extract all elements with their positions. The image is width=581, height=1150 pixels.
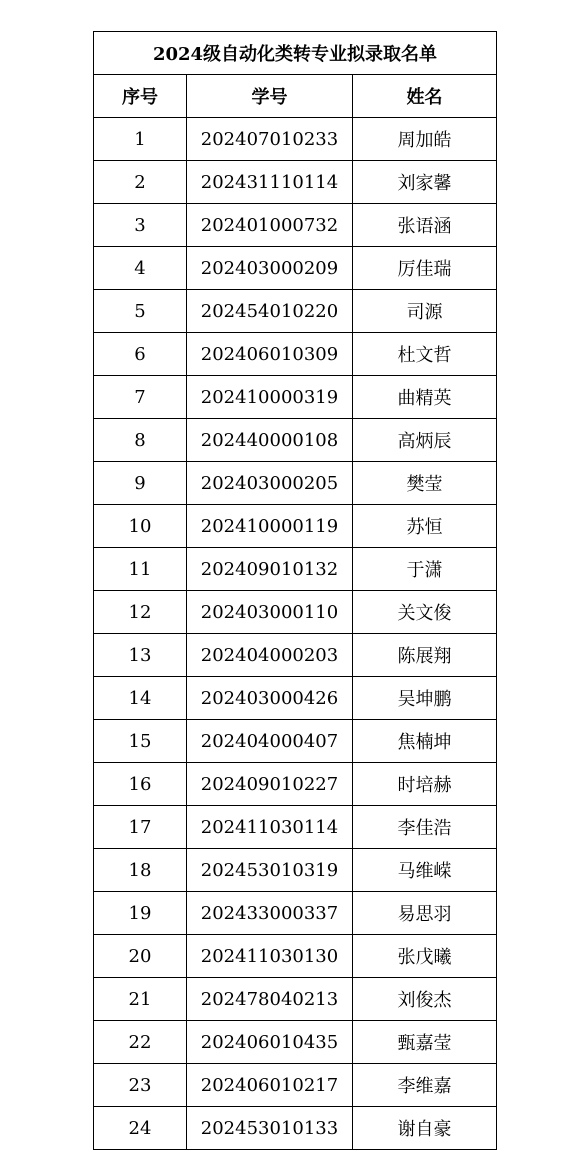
table-row <box>94 462 497 505</box>
row-name-cell: 厉佳瑞 <box>353 247 497 290</box>
table-row <box>94 204 497 247</box>
row-student-id-cell: 202411030114 <box>187 806 353 849</box>
table-row <box>94 290 497 333</box>
table-row <box>94 1107 497 1150</box>
header-index: 序号 <box>94 75 187 118</box>
row-student-id-cell: 202409010132 <box>187 548 353 591</box>
row-name-cell: 曲精英 <box>353 376 497 419</box>
table-row <box>94 161 497 204</box>
row-name-cell: 时培赫 <box>353 763 497 806</box>
row-index-cell: 19 <box>94 892 187 935</box>
row-student-id-cell: 202453010319 <box>187 849 353 892</box>
row-name-cell: 焦楠坤 <box>353 720 497 763</box>
row-student-id-cell: 202410000319 <box>187 376 353 419</box>
row-index-cell: 13 <box>94 634 187 677</box>
row-student-id-cell: 202454010220 <box>187 290 353 333</box>
header-name: 姓名 <box>353 75 497 118</box>
table-header-row <box>94 75 497 118</box>
row-student-id-cell: 202407010233 <box>187 118 353 161</box>
table-row <box>94 419 497 462</box>
row-name-cell: 刘家馨 <box>353 161 497 204</box>
row-name-cell: 李维嘉 <box>353 1064 497 1107</box>
row-student-id-cell: 202433000337 <box>187 892 353 935</box>
table-body <box>94 118 497 1150</box>
row-student-id-cell: 202411030130 <box>187 935 353 978</box>
table-row <box>94 376 497 419</box>
table-row <box>94 505 497 548</box>
row-name-cell: 谢自豪 <box>353 1107 497 1150</box>
row-student-id-cell: 202401000732 <box>187 204 353 247</box>
row-index-cell: 10 <box>94 505 187 548</box>
table-row <box>94 247 497 290</box>
table-row <box>94 677 497 720</box>
row-index-cell: 9 <box>94 462 187 505</box>
table-row <box>94 935 497 978</box>
row-index-cell: 14 <box>94 677 187 720</box>
row-name-cell: 易思羽 <box>353 892 497 935</box>
row-index-cell: 1 <box>94 118 187 161</box>
row-student-id-cell: 202406010217 <box>187 1064 353 1107</box>
row-student-id-cell: 202431110114 <box>187 161 353 204</box>
row-index-cell: 11 <box>94 548 187 591</box>
row-student-id-cell: 202403000426 <box>187 677 353 720</box>
row-name-cell: 高炳辰 <box>353 419 497 462</box>
row-student-id-cell: 202403000110 <box>187 591 353 634</box>
table-title-row <box>94 32 497 75</box>
table-row <box>94 720 497 763</box>
row-name-cell: 陈展翔 <box>353 634 497 677</box>
row-index-cell: 8 <box>94 419 187 462</box>
row-student-id-cell: 202404000203 <box>187 634 353 677</box>
table-row <box>94 978 497 1021</box>
row-student-id-cell: 202403000205 <box>187 462 353 505</box>
admission-list-table <box>93 31 497 1150</box>
row-index-cell: 20 <box>94 935 187 978</box>
row-index-cell: 24 <box>94 1107 187 1150</box>
header-student-id: 学号 <box>187 75 353 118</box>
row-index-cell: 15 <box>94 720 187 763</box>
row-name-cell: 司源 <box>353 290 497 333</box>
row-student-id-cell: 202410000119 <box>187 505 353 548</box>
row-name-cell: 吴坤鹏 <box>353 677 497 720</box>
row-name-cell: 周加皓 <box>353 118 497 161</box>
row-name-cell: 马维嵘 <box>353 849 497 892</box>
table-row <box>94 634 497 677</box>
row-student-id-cell: 202453010133 <box>187 1107 353 1150</box>
table-row <box>94 806 497 849</box>
table-title: 2024级自动化类转专业拟录取名单 <box>94 32 497 75</box>
row-index-cell: 16 <box>94 763 187 806</box>
row-name-cell: 樊莹 <box>353 462 497 505</box>
row-index-cell: 5 <box>94 290 187 333</box>
row-name-cell: 杜文哲 <box>353 333 497 376</box>
row-name-cell: 张语涵 <box>353 204 497 247</box>
table-row <box>94 118 497 161</box>
row-index-cell: 22 <box>94 1021 187 1064</box>
row-name-cell: 苏恒 <box>353 505 497 548</box>
row-name-cell: 于潇 <box>353 548 497 591</box>
table-row <box>94 1021 497 1064</box>
table-row <box>94 591 497 634</box>
table-row <box>94 1064 497 1107</box>
row-index-cell: 23 <box>94 1064 187 1107</box>
row-index-cell: 7 <box>94 376 187 419</box>
row-index-cell: 3 <box>94 204 187 247</box>
row-index-cell: 12 <box>94 591 187 634</box>
table-row <box>94 849 497 892</box>
row-name-cell: 李佳浩 <box>353 806 497 849</box>
row-name-cell: 甄嘉莹 <box>353 1021 497 1064</box>
row-index-cell: 6 <box>94 333 187 376</box>
row-student-id-cell: 202406010435 <box>187 1021 353 1064</box>
row-student-id-cell: 202440000108 <box>187 419 353 462</box>
row-student-id-cell: 202409010227 <box>187 763 353 806</box>
row-student-id-cell: 202404000407 <box>187 720 353 763</box>
table-row <box>94 548 497 591</box>
row-name-cell: 张戊曦 <box>353 935 497 978</box>
row-index-cell: 18 <box>94 849 187 892</box>
row-student-id-cell: 202478040213 <box>187 978 353 1021</box>
row-index-cell: 4 <box>94 247 187 290</box>
row-name-cell: 关文俊 <box>353 591 497 634</box>
row-student-id-cell: 202403000209 <box>187 247 353 290</box>
row-index-cell: 2 <box>94 161 187 204</box>
table-row <box>94 763 497 806</box>
row-index-cell: 21 <box>94 978 187 1021</box>
row-student-id-cell: 202406010309 <box>187 333 353 376</box>
row-name-cell: 刘俊杰 <box>353 978 497 1021</box>
row-index-cell: 17 <box>94 806 187 849</box>
table-row <box>94 892 497 935</box>
table-row <box>94 333 497 376</box>
